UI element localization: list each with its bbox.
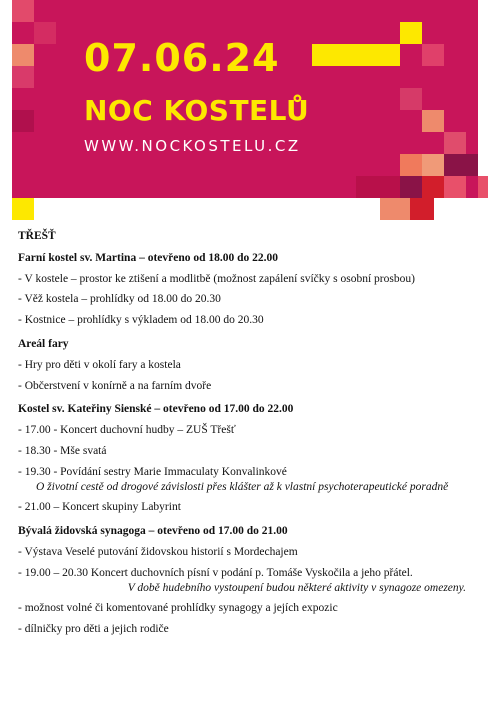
- program-item-note: V době hudebního vystoupení budou některé aktivity v synagoze omezeny.: [127, 581, 466, 594]
- place-heading: TŘEŠŤ: [18, 230, 56, 242]
- mosaic-tile: [444, 176, 466, 198]
- mosaic-tile: [12, 66, 34, 88]
- program-item: - 19.30 - Povídání sestry Marie Immaculaty Konvalinkové: [18, 465, 287, 478]
- mosaic-tile: [422, 44, 444, 66]
- mosaic-tile: [312, 44, 400, 66]
- mosaic-tile: [444, 154, 478, 176]
- mosaic-tile: [34, 22, 56, 44]
- program-sections: [18, 252, 488, 637]
- program-item: - 17.00 - Koncert duchovní hudby – ZUŠ Třešť: [18, 424, 236, 437]
- event-date: 07.06.24: [84, 36, 280, 80]
- mosaic-tile: [444, 132, 466, 154]
- mosaic-tile: [12, 44, 34, 66]
- program-item: - 21.00 – Koncert skupiny Labyrint: [18, 501, 181, 514]
- event-title: NOC KOSTELŮ: [84, 94, 310, 127]
- program-item: - Věž kostela – prohlídky od 18.00 do 20.30: [18, 293, 221, 306]
- mosaic-tile: [400, 88, 422, 110]
- mosaic-tile: [380, 198, 410, 220]
- program-section: [18, 403, 488, 515]
- mosaic-tile: [422, 110, 444, 132]
- mosaic-tile: [12, 110, 34, 132]
- program-section: [18, 338, 488, 393]
- section-title: Bývalá židovská synagoga – otevřeno od 17.00 do 21.00: [18, 525, 288, 538]
- mosaic-tile: [410, 198, 434, 220]
- program-item: - Výstava Veselé putování židovskou historií s Mordechajem: [18, 545, 298, 558]
- section-title: Farní kostel sv. Martina – otevřeno od 18.00 do 22.00: [18, 251, 279, 264]
- mosaic-tile: [12, 198, 34, 220]
- program-item: - Kostnice – prohlídky s výkladem od 18.00 do 20.30: [18, 314, 264, 327]
- program-item: - V kostele – prostor ke ztišení a modlitbě (možnost zapálení svíčky s osobní prosbou): [18, 272, 415, 285]
- header-banner: [12, 0, 478, 198]
- event-url[interactable]: WWW.NOCKOSTELU.CZ: [84, 137, 301, 155]
- mosaic-tile: [400, 176, 422, 198]
- program-item: - možnost volné či komentované prohlídky synagogy a jejích expozic: [18, 602, 338, 615]
- program-section: [18, 252, 488, 328]
- program-section: [18, 525, 488, 637]
- program-item: - Občerstvení v konírně a na farním dvoře: [18, 379, 212, 392]
- program-item: - Hry pro děti v okolí fary a kostela: [18, 358, 181, 371]
- mosaic-tile: [400, 154, 422, 176]
- mosaic-tile: [478, 176, 488, 198]
- mosaic-tile: [12, 0, 34, 22]
- program-content: [18, 230, 488, 647]
- program-item: - 18.30 - Mše svatá: [18, 444, 107, 457]
- mosaic-tile: [422, 154, 444, 176]
- mosaic-tile: [356, 176, 400, 198]
- mosaic-tile: [400, 22, 422, 44]
- program-item: - dílničky pro děti a jejich rodiče: [18, 623, 169, 636]
- program-item: - 19.00 – 20.30 Koncert duchovních písní v podání p. Tomáše Vyskočila a jeho přátel.: [18, 566, 413, 579]
- section-title: Areál fary: [18, 337, 69, 350]
- program-item-note: O životní cestě od drogové závislosti přes klášter až k vlastní psychoterapeutické poradně: [36, 480, 449, 493]
- section-title: Kostel sv. Kateřiny Sienské – otevřeno od 17.00 do 22.00: [18, 403, 294, 416]
- mosaic-tile: [422, 176, 444, 198]
